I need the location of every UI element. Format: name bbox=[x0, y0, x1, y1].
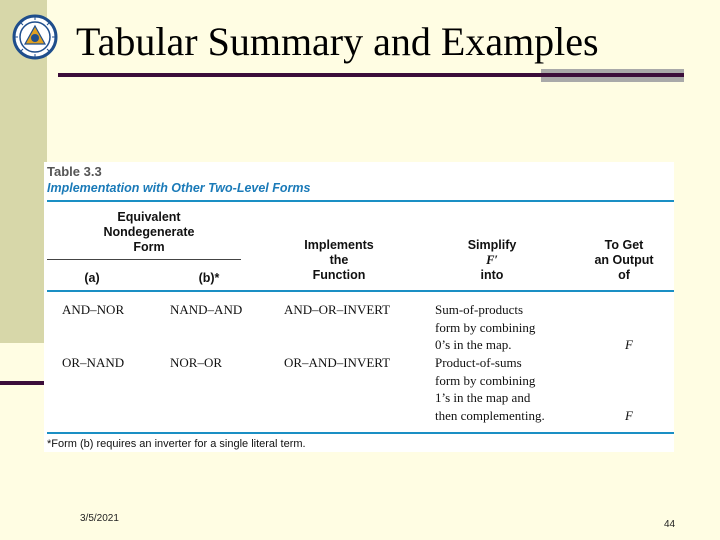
row2-simplify-line3: 1’s in the map and bbox=[435, 390, 531, 405]
header-simplify-line1: Simplify bbox=[467, 238, 517, 252]
row2-simplify-line1: Product-of-sums bbox=[435, 355, 522, 370]
header-simplify-line2: F′ bbox=[486, 253, 498, 267]
row1-implements: AND–OR–INVERT bbox=[284, 302, 391, 317]
header-output-line3: of bbox=[618, 268, 630, 282]
table-label: Table 3.3 bbox=[47, 164, 102, 179]
title-underline bbox=[58, 73, 541, 77]
table-caption: Implementation with Other Two-Level Forms bbox=[47, 181, 311, 195]
row1-form-a: AND–NOR bbox=[62, 302, 125, 317]
slide-page-number: 44 bbox=[664, 519, 676, 530]
row1-simplify-line3: 0’s in the map. bbox=[435, 337, 512, 352]
header-implements-line2: the bbox=[329, 253, 349, 267]
header-output bbox=[574, 238, 674, 283]
header-bottom-rule bbox=[47, 290, 674, 292]
row1-output: F bbox=[625, 337, 633, 352]
header-col-b: (b)* bbox=[198, 271, 220, 285]
table-top-rule bbox=[47, 200, 674, 202]
table-figure bbox=[44, 162, 674, 452]
table-bottom-rule bbox=[47, 432, 674, 434]
left-accent-tick bbox=[0, 381, 47, 385]
row2-form-b: NOR–OR bbox=[170, 355, 223, 370]
row1-simplify-line2: form by combining bbox=[435, 320, 536, 335]
slide-title: Tabular Summary and Examples bbox=[76, 19, 599, 64]
header-simplify-line3: into bbox=[480, 268, 504, 282]
row2-implements: OR–AND–INVERT bbox=[284, 355, 391, 370]
header-implements-line3: Function bbox=[312, 268, 366, 282]
header-col-a: (a) bbox=[84, 271, 100, 285]
header-equivalent-line3: Form bbox=[133, 240, 165, 254]
header-group-rule bbox=[47, 259, 241, 260]
university-seal-icon bbox=[12, 14, 58, 60]
header-implements-line1: Implements bbox=[304, 238, 374, 252]
row2-simplify-line4: then complementing. bbox=[435, 408, 545, 423]
table-footnote: *Form (b) requires an inverter for a single literal term. bbox=[47, 438, 306, 450]
row1-simplify-line1: Sum-of-products bbox=[435, 302, 524, 317]
header-equivalent-line2: Nondegenerate bbox=[103, 225, 195, 239]
row2-simplify-line2: form by combining bbox=[435, 373, 536, 388]
header-implements bbox=[284, 238, 394, 283]
row1-form-b: NAND–AND bbox=[170, 302, 243, 317]
slide-date: 3/5/2021 bbox=[80, 513, 119, 524]
header-equivalent-line1: Equivalent bbox=[117, 210, 181, 224]
header-output-line1: To Get bbox=[604, 238, 644, 252]
header-simplify bbox=[437, 238, 547, 283]
header-equivalent-form bbox=[99, 210, 199, 255]
header-output-line2: an Output bbox=[594, 253, 654, 267]
row2-output: F bbox=[625, 408, 633, 423]
row2-form-a: OR–NAND bbox=[62, 355, 125, 370]
title-underline-accent-line bbox=[541, 73, 684, 77]
